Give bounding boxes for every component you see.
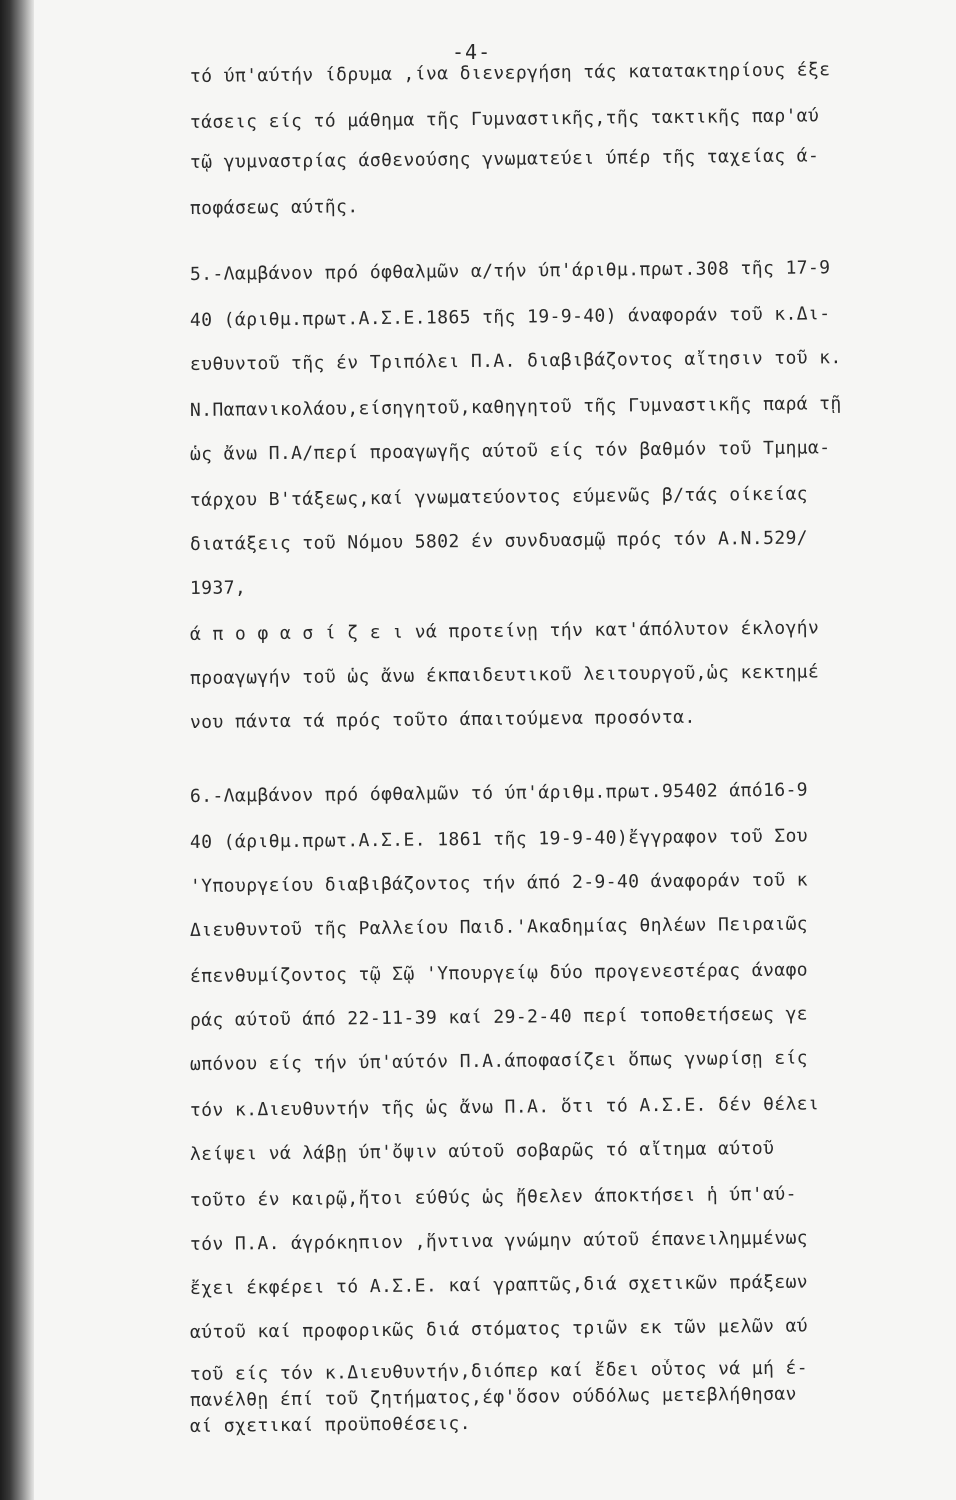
paragraph-3-line-9: λείψει νά λάβῃ ύπ'ὄψιν αύτοῦ σοβαρῶς τό αἴτημα αύτοῦ [189, 1137, 775, 1165]
paragraph-3-line-3: 'Υπουργείου διαβιβάζοντος τήν άπό 2-9-40 άναφοράν τοῦ κ [189, 869, 809, 897]
paragraph-3-line-12: ἔχει έκφέρει τό Α.Σ.Ε. καί γραπτῶς,διά σχετικῶν πράξεων [189, 1271, 809, 1299]
paragraph-3-line-8: τόν κ.Διευθυντήν τῆς ὡς ἄνω Π.Α. ὅτι τό Α.Σ.Ε. δέν θέλει [189, 1093, 820, 1121]
paragraph-3-line-6: ράς αύτοῦ άπό 22-11-39 καί 29-2-40 περί τοποθετήσεως γε [189, 1003, 809, 1031]
paragraph-2-line-6: τάρχου Β'τάξεως,καί γνωματεύοντος εύμενῶς β/τάς οίκείας [189, 483, 809, 511]
scan-binding-shadow [0, 0, 34, 1500]
paragraph-2-line-3: ευθυντοῦ τῆς έν Τριπόλει Π.Α. διαβιβάζοντος αἴτησιν τοῦ κ. [189, 347, 842, 375]
paragraph-3-line-5: έπενθυμίζοντος τῷ Σῷ 'Υπουργείῳ δύο προγενεστέρας άναφο [189, 959, 809, 987]
paragraph-1-line-4: ποφάσεως αύτῆς. [189, 196, 359, 219]
paragraph-3-line-16: αί σχετικαί προϋποθέσεις. [189, 1413, 472, 1437]
paragraph-2-line-7: διατάξεις τοῦ Νόμου 5802 έν συνδυασμῷ πρός τόν Α.Ν.529/ [189, 527, 809, 555]
paragraph-2-line-2: 40 (άριθμ.πρωτ.Α.Σ.Ε.1865 τῆς 19-9-40) άναφοράν τοῦ κ.Δι- [189, 303, 831, 331]
paragraph-3-line-15: πανέλθῃ έπί τοῦ ζητήματος,έφ'ὅσον ούδόλως μετεβλήθησαν [189, 1383, 797, 1411]
paragraph-2-line-10: προαγωγήν τοῦ ὡς ἄνω έκπαιδευτικοῦ λειτουργοῦ,ὡς κεκτημέ [189, 661, 820, 689]
paragraph-2-line-5: ὡς ἄνω Π.Α/περί προαγωγῆς αύτοῦ είς τόν βαθμόν τοῦ Τμημα- [189, 437, 831, 465]
paragraph-3-line-2: 40 (άριθμ.πρωτ.Α.Σ.Ε. 1861 τῆς 19-9-40)ἔγγραφον τοῦ Σου [189, 825, 809, 853]
paragraph-2-line-1: 5.-Λαμβάνον πρό όφθαλμῶν α/τήν ύπ'άριθμ.πρωτ.308 τῆς 17-9 [189, 257, 831, 285]
paragraph-3-line-1: 6.-Λαμβάνον πρό όφθαλμῶν τό ύπ'άριθμ.πρωτ.95402 άπό16-9 [189, 779, 809, 807]
paragraph-1-line-2: τάσεις είς τό μάθημα τῆς Γυμναστικῆς,τῆς τακτικῆς παρ'αύ [189, 105, 820, 133]
paragraph-3-line-10: τοῦτο έν καιρῷ,ἤτοι εύθύς ὡς ἤθελεν άποκτήσει ἡ ύπ'αύ- [189, 1183, 797, 1211]
paragraph-2-line-8: 1937, [189, 577, 247, 599]
paragraph-2-line-4: Ν.Παπανικολάου,είσηγητοῦ,καθηγητοῦ τῆς Γυμναστικῆς παρά τῇ [189, 393, 842, 421]
paragraph-3-line-7: ωπόνου είς τήν ύπ'αύτόν Π.Α.άποφασίζει ὅπως γνωρίσῃ είς [189, 1047, 809, 1075]
paragraph-3-line-14: τοῦ είς τόν κ.Διευθυντήν,διόπερ καί ἔδει οὗτος νά μή έ- [189, 1357, 809, 1385]
paragraph-2-line-11: νου πάντα τά πρός τοῦτο άπαιτούμενα προσόντα. [189, 706, 696, 733]
paragraph-2-line-9: ά π ο φ α σ ί ζ ε ι νά προτείνῃ τήν κατ'άπόλυτον έκλογήν [189, 617, 820, 645]
paragraph-1-line-1: τό ύπ'αύτήν ίδρυμα ,ίνα διενεργήση τάς κατατακτηρίους έξε [189, 59, 831, 87]
paragraph-3-line-13: αύτοῦ καί προφορικῶς διά στόματος τριῶν εκ τῶν μελῶν αύ [189, 1315, 809, 1343]
paragraph-3-line-11: τόν Π.Α. άγρόκηπιον ,ἥντινα γνώμην αύτοῦ έπανειλημμένως [189, 1227, 809, 1255]
paragraph-3-line-4: Διευθυντοῦ τῆς Ραλλείου Παιδ.'Ακαδημίας θηλέων Πειραιῶς [189, 913, 809, 941]
paragraph-1-line-3: τῷ γυμναστρίας άσθενούσης γνωματεύει ύπέρ τῆς ταχείας ά- [189, 145, 820, 173]
page-number: -4- [452, 40, 492, 64]
